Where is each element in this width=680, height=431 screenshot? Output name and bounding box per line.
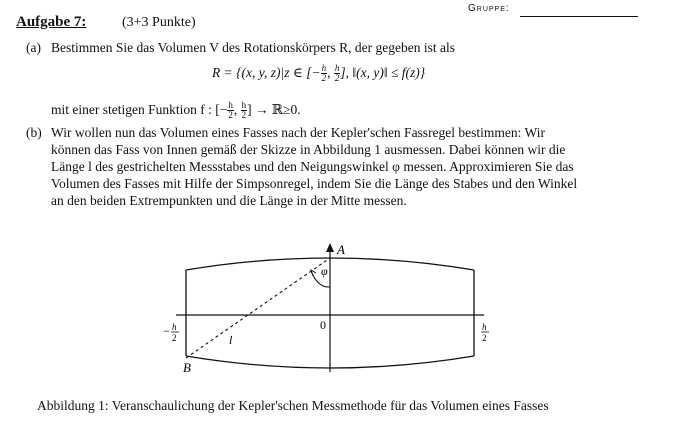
part-b-line-2: können das Fass von Innen gemäß der Skizze in Abbildung 1 ausmessen. Dabei können wir die [51,142,566,157]
right-tick-den: 2 [482,333,487,343]
part-b-line-3: Länge l des gestrichelten Messstabes und den Neigungswinkel φ messen. Approximieren Sie das [51,159,574,174]
label-l: l [229,333,233,347]
part-b-line-5: an den beiden Extrempunkten und die Länge in der Mitte messen. [51,193,407,208]
left-tick-num: h [172,322,177,332]
part-a-formula: R = {(x, y, z)|z ∈ [− $\frac{h}{2}$ , $\frac{h}{2}$ ], ‖(x, y)‖ ≤ f(z)} [212,63,426,84]
formula-left: R = {(x, y, z)|z ∈ [− [212,65,321,80]
label-zero: 0 [320,318,326,332]
formula-fraction-2: $\frac{h}{2}$ [334,63,340,84]
label-A: A [337,242,345,257]
left-tick-sign: − [163,324,170,338]
left-tick-den: 2 [172,333,177,343]
after-fraction-1: $\frac{h}{2}$ [228,100,233,121]
angle-arrow [311,270,316,276]
figure-caption: Abbildung 1: Veranschaulichung der Kepler'schen Messmethode für das Volumen eines Fasses [37,398,549,413]
task-title: Aufgabe 7: [16,14,87,30]
measuring-rod [186,258,330,358]
part-b-line-4: Volumen des Fasses mit Hilfe der Simpsonregel, indem Sie die Länge des Stabes und den Winkel [51,176,578,191]
label-phi: φ [321,264,328,278]
part-b-line-1: Wir wollen nun das Volumen eines Fasses nach der Kepler'schen Fassregel bestimmen: Wir [51,125,545,140]
part-a-intro: Bestimmen Sie das Volumen V des Rotationskörpers R, der gegeben ist als [51,40,455,55]
formula-right: ], ‖(x, y)‖ ≤ f(z)} [340,65,426,80]
part-b-label: (b) [26,125,42,140]
task-points: (3+3 Punkte) [122,15,196,30]
after-text: mit einer stetigen Funktion f : [− [51,102,228,117]
vertical-axis-arrow [326,243,334,252]
formula-fraction-1: $\frac{h}{2}$ [321,63,327,84]
part-a-after: mit einer stetigen Funktion f : [− $\frac{h}{2}$ , $\frac{h}{2}$ ] → ℝ≥0. [51,100,301,121]
group-label: Gruppe: [468,3,510,14]
after-fraction-2: $\frac{h}{2}$ [241,100,247,121]
after-text-end: ] → ℝ≥0. [247,102,301,117]
part-a-label: (a) [26,40,41,55]
right-tick-num: h [482,322,487,332]
label-B: B [183,360,191,375]
